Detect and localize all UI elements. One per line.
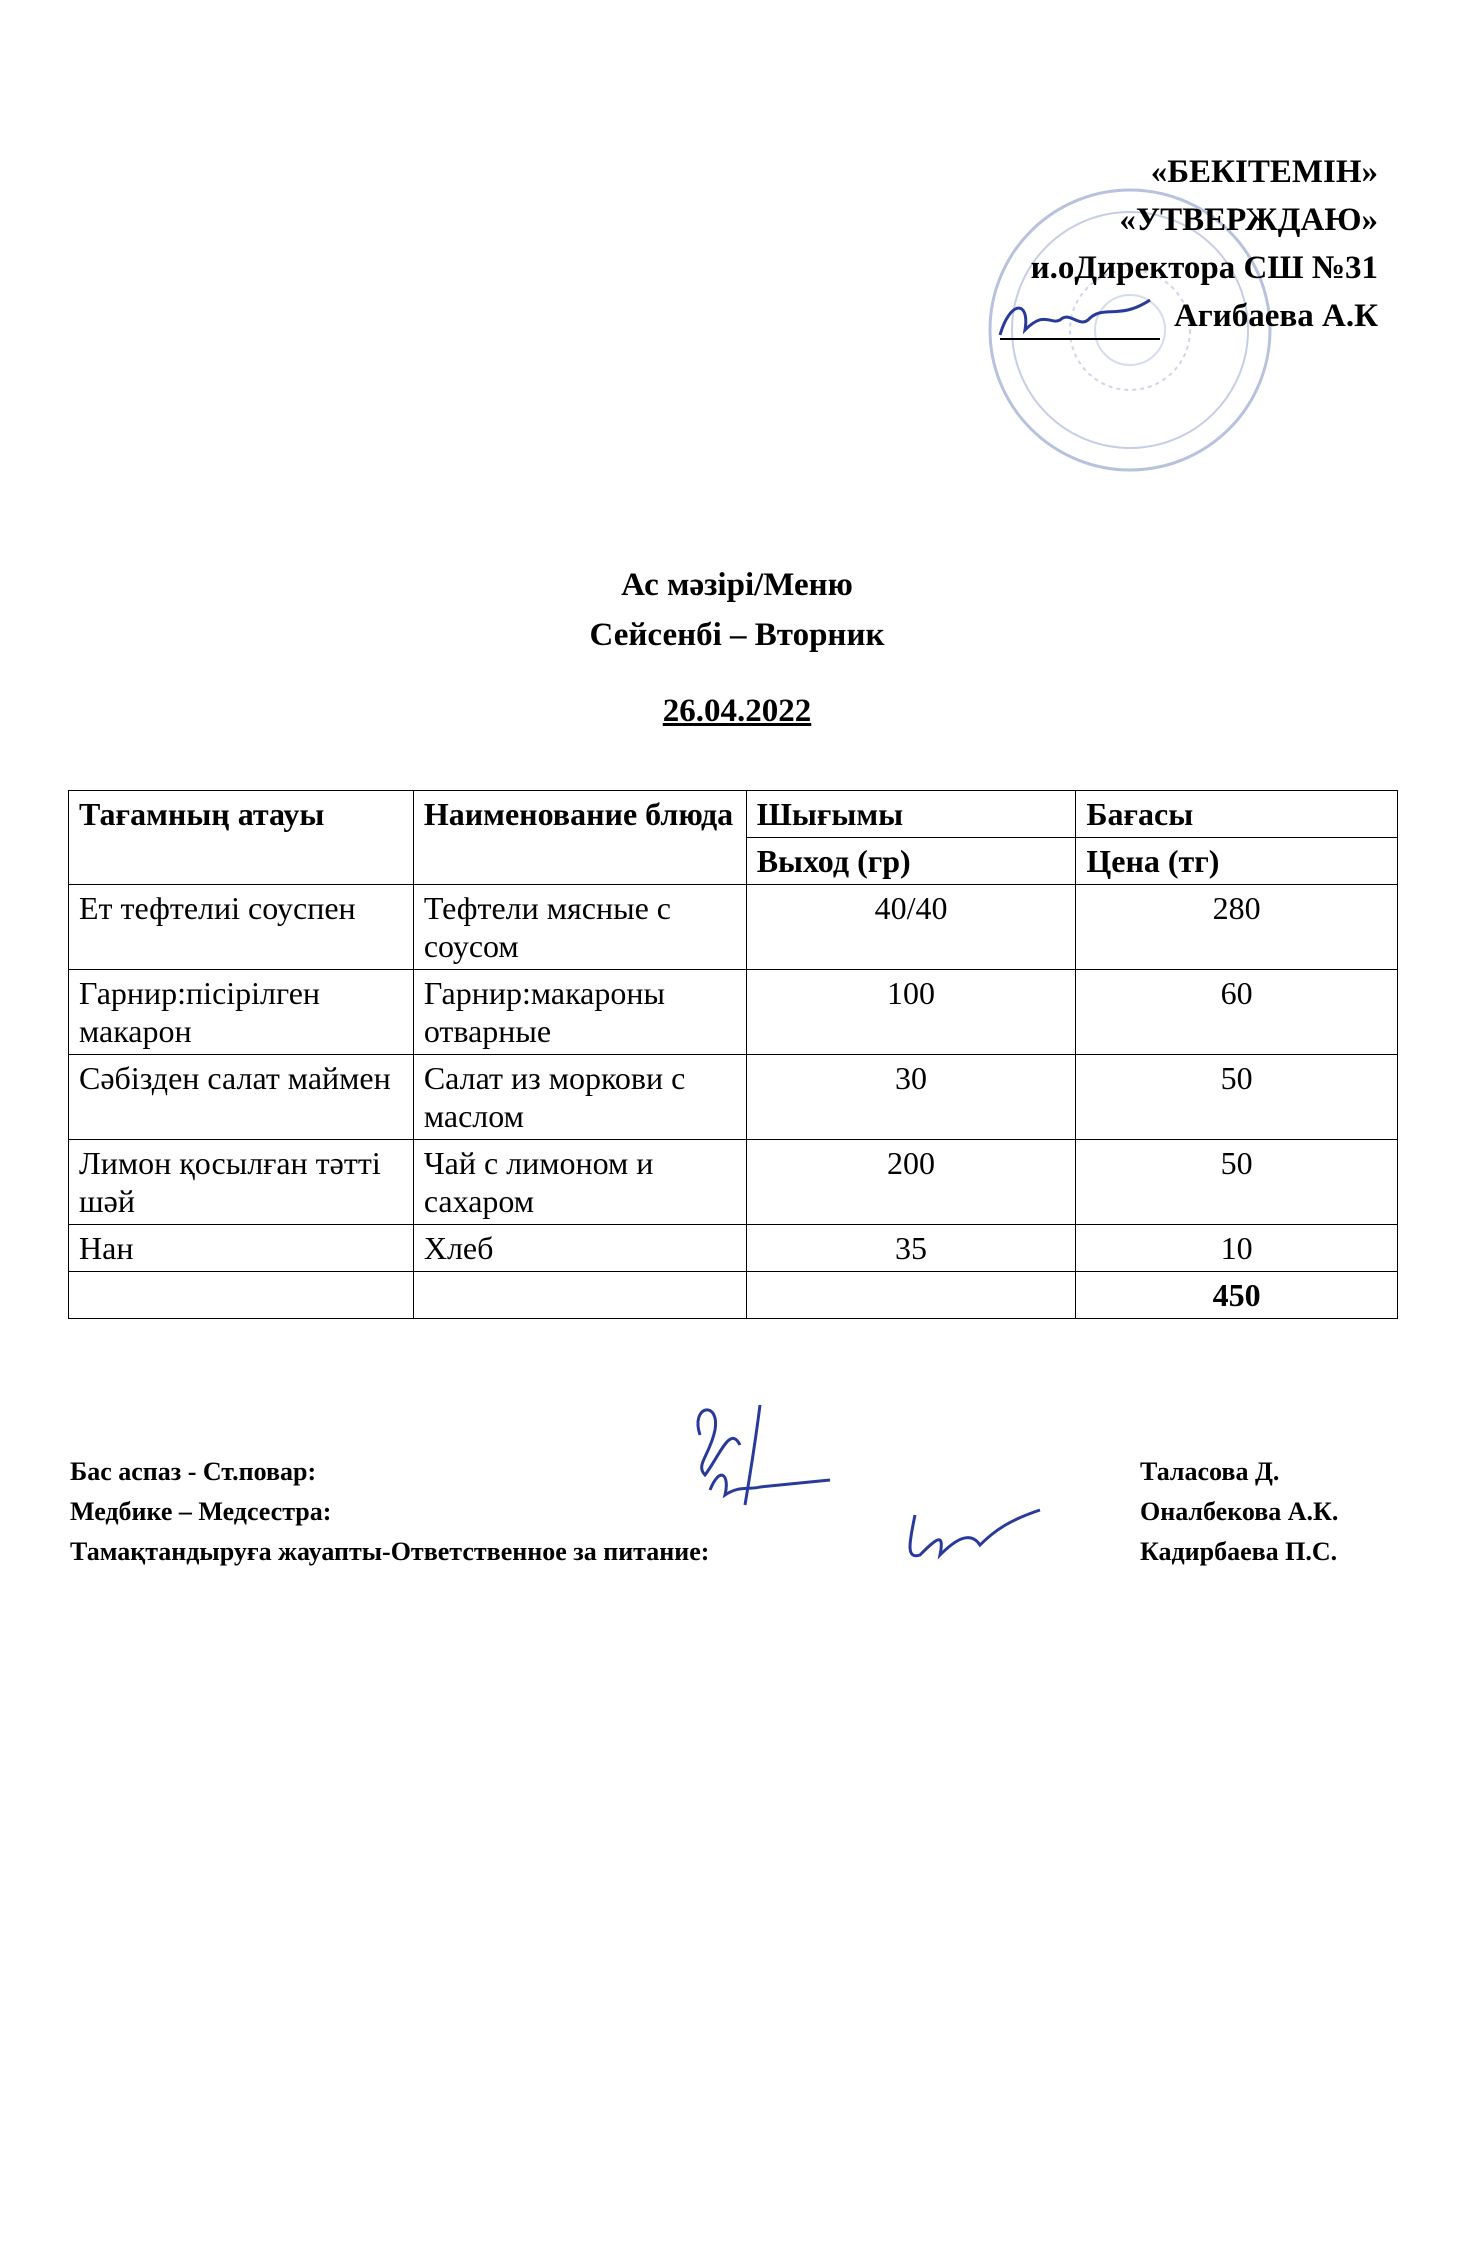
menu-table — [68, 790, 1398, 1319]
dish-weight: 35 — [746, 1225, 1076, 1272]
table-row — [69, 970, 1398, 1055]
director-signature — [990, 290, 1160, 350]
empty-cell — [69, 1272, 414, 1319]
dish-weight: 100 — [746, 970, 1076, 1055]
menu-heading — [0, 560, 1474, 736]
table-row — [69, 1225, 1398, 1272]
dish-kz: Ет тефтелиі соуспен — [69, 885, 414, 970]
dish-ru: Хлеб — [413, 1225, 746, 1272]
dish-kz: Сәбізден салат маймен — [69, 1055, 414, 1140]
dish-weight: 40/40 — [746, 885, 1076, 970]
empty-cell — [746, 1272, 1076, 1319]
dish-price: 50 — [1076, 1140, 1398, 1225]
menu-date: 26.04.2022 — [662, 693, 812, 729]
approval-ru: «УТВЕРЖДАЮ» — [1119, 202, 1378, 238]
signoff-name: Таласова Д. — [1140, 1457, 1280, 1486]
dish-ru: Гарнир:макароны отварные — [413, 970, 746, 1055]
header-price-kz: Бағасы — [1076, 791, 1398, 838]
dish-price: 50 — [1076, 1055, 1398, 1140]
signoff-name: Кадирбаева П.С. — [1140, 1537, 1338, 1566]
signoff-role: Тамақтандыруға жауапты-Ответственное за питание: — [70, 1537, 710, 1566]
signoff-name: Оналбекова А.К. — [1140, 1497, 1339, 1526]
header-price-ru: Цена (тг) — [1076, 838, 1398, 885]
table-row — [69, 1140, 1398, 1225]
director-name: Агибаева А.К — [1173, 298, 1378, 334]
dish-weight: 30 — [746, 1055, 1076, 1140]
chef-signature — [660, 1395, 840, 1525]
signoff-role: Медбике – Медсестра: — [70, 1497, 332, 1526]
dish-price: 60 — [1076, 970, 1398, 1055]
dish-kz: Гарнир:пісірілген макарон — [69, 970, 414, 1055]
table-row — [69, 885, 1398, 970]
director-title: и.оДиректора СШ №31 — [1030, 250, 1378, 286]
dish-ru: Чай с лимоном и сахаром — [413, 1140, 746, 1225]
dish-price: 10 — [1076, 1225, 1398, 1272]
signoff-role: Бас аспаз - Ст.повар: — [70, 1457, 317, 1486]
dish-weight: 200 — [746, 1140, 1076, 1225]
signoff-row — [70, 1532, 1400, 1572]
menu-title: Ас мәзірі/Меню — [621, 567, 853, 603]
dish-kz: Лимон қосылған тәтті шәй — [69, 1140, 414, 1225]
total-row — [69, 1272, 1398, 1319]
dish-kz: Нан — [69, 1225, 414, 1272]
header-yield-kz: Шығымы — [746, 791, 1076, 838]
header-row — [69, 791, 1398, 838]
total-price: 450 — [1076, 1272, 1398, 1319]
empty-cell — [413, 1272, 746, 1319]
header-dish-kz: Тағамның атауы — [69, 791, 414, 885]
dish-ru: Тефтели мясные с соусом — [413, 885, 746, 970]
dish-price: 280 — [1076, 885, 1398, 970]
dish-ru: Салат из моркови с маслом — [413, 1055, 746, 1140]
header-yield-ru: Выход (гр) — [746, 838, 1076, 885]
menu-day: Сейсенбі – Вторник — [589, 617, 885, 653]
approval-kz: «БЕКІТЕМІН» — [1150, 154, 1378, 190]
header-dish-ru: Наименование блюда — [413, 791, 746, 885]
responsible-signature — [900, 1500, 1050, 1575]
table-row — [69, 1055, 1398, 1140]
